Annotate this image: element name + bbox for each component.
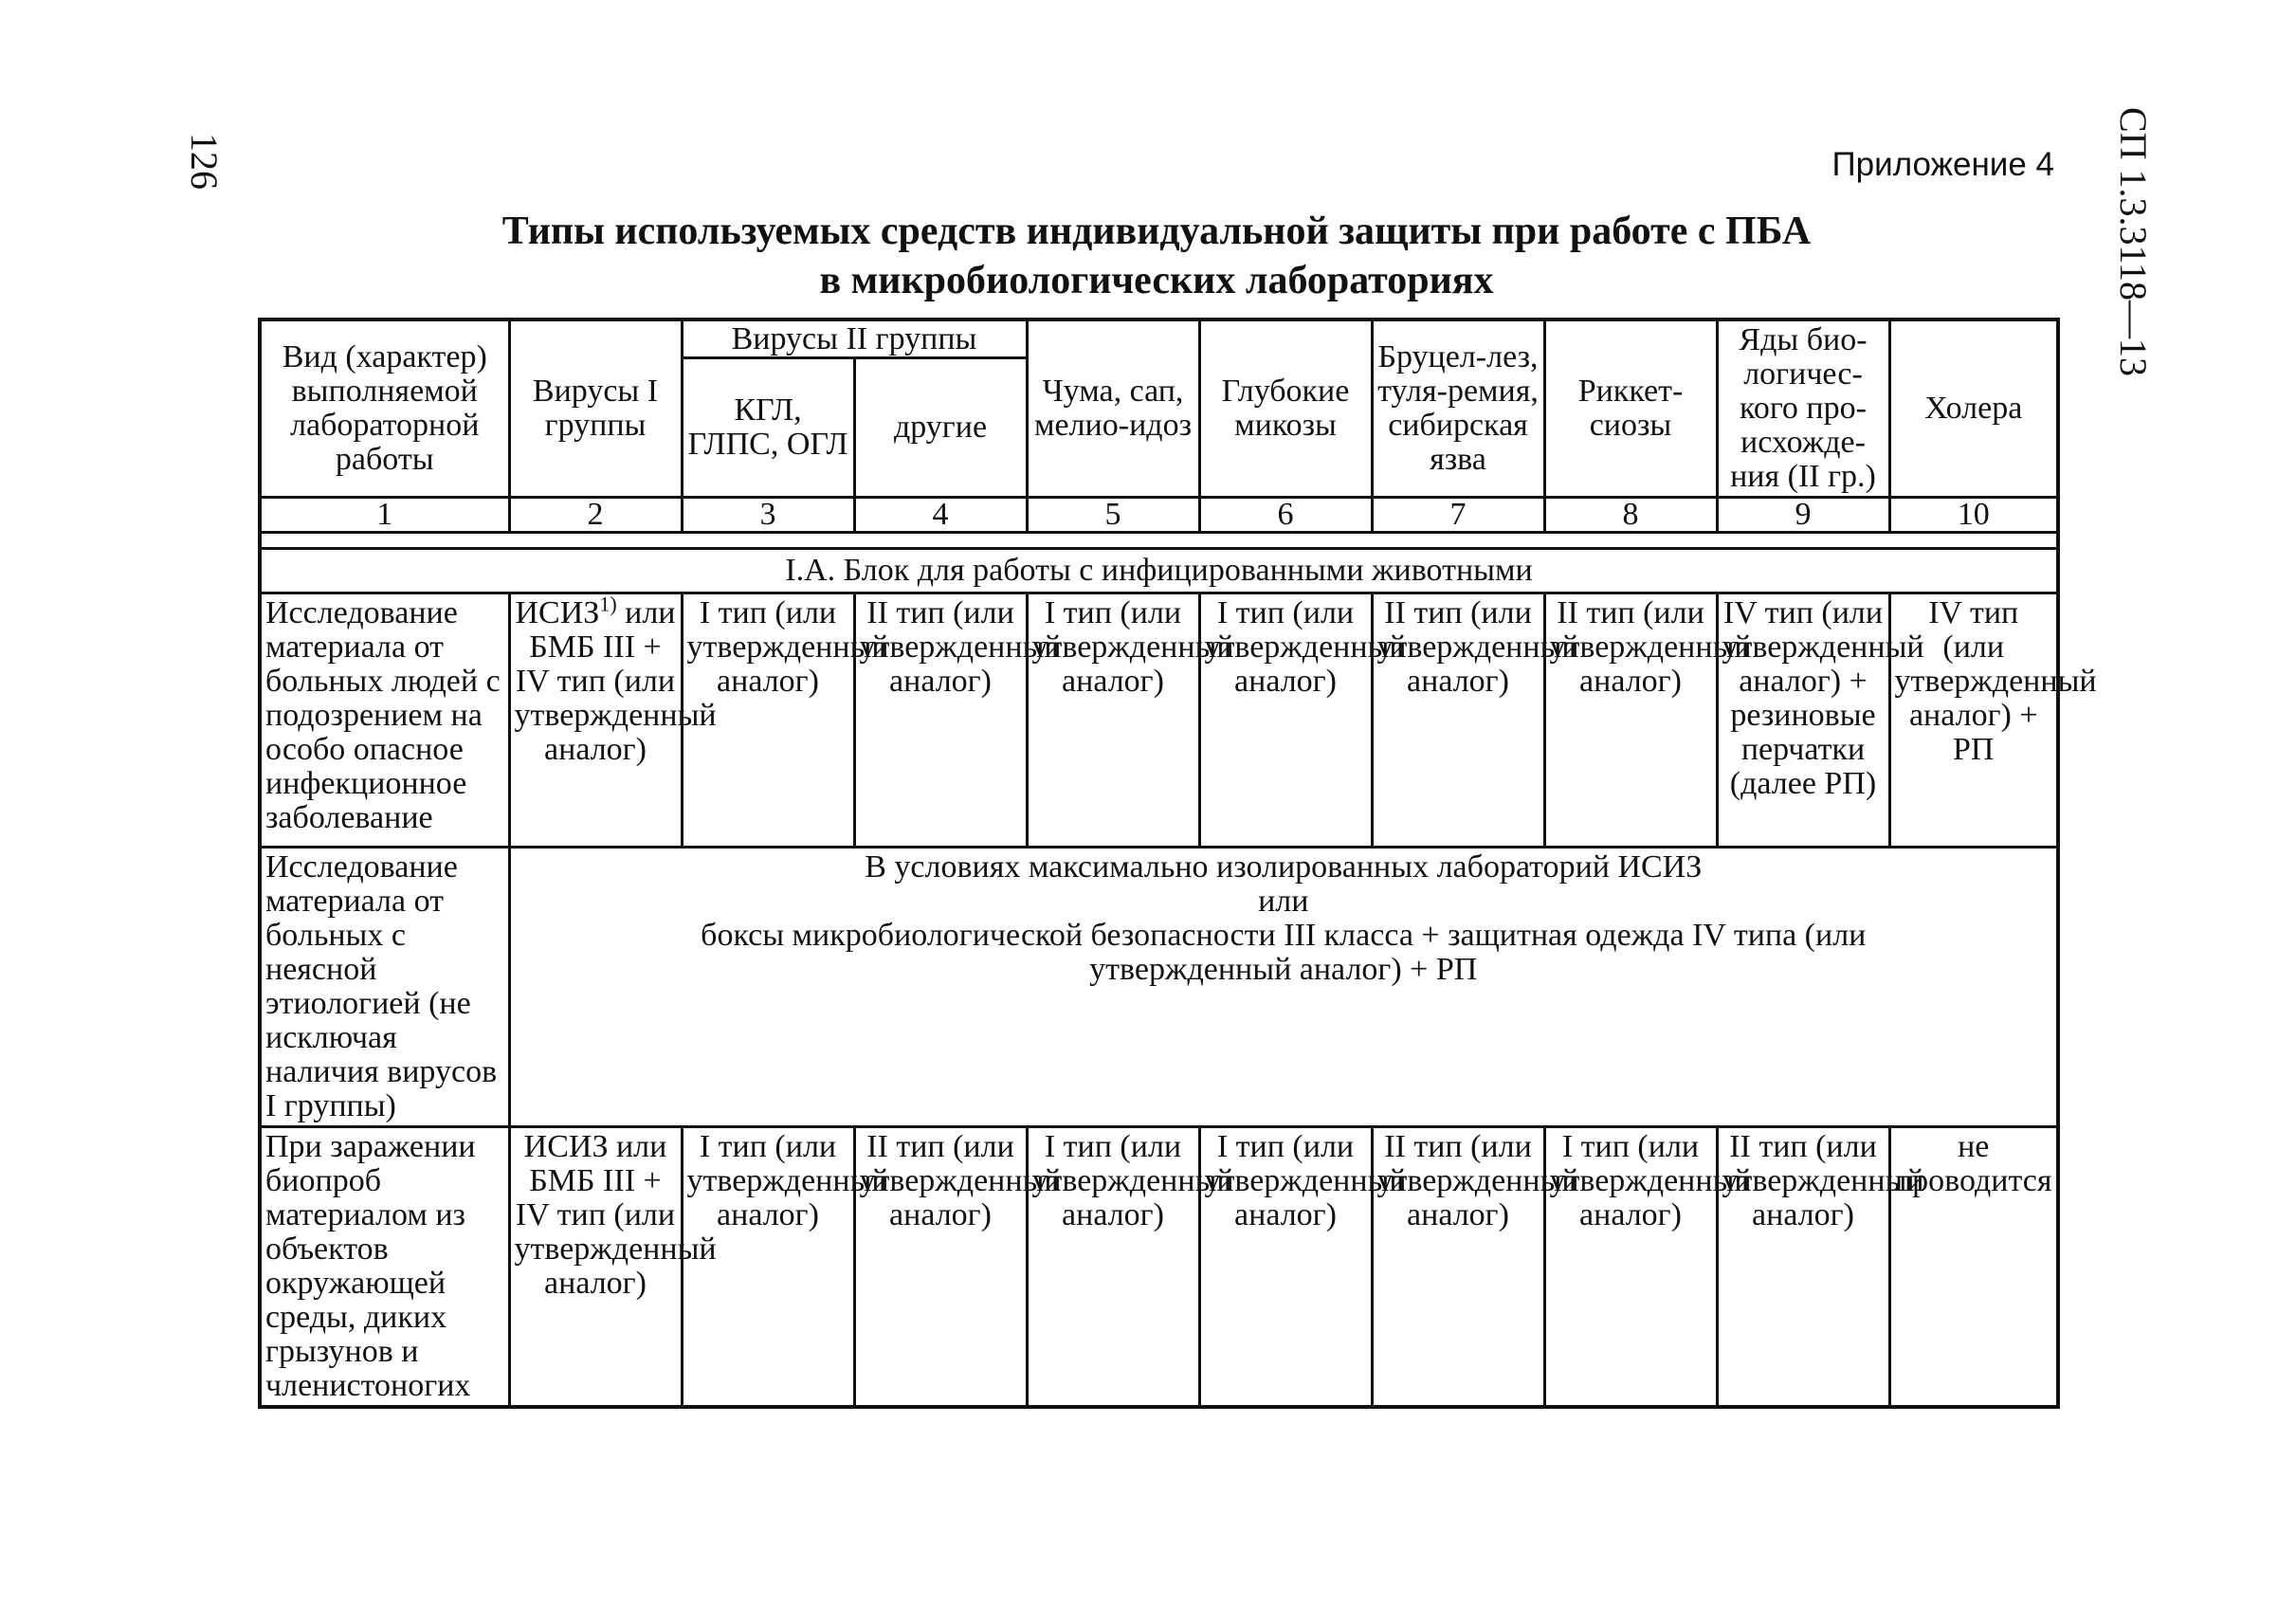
spacer-row: [260, 533, 2058, 549]
merged-cell: [509, 848, 2058, 1127]
header-rickettsioses: Риккет-сиозы: [1544, 319, 1717, 498]
footnote-mark: 1): [599, 592, 617, 616]
column-number: 7: [1372, 498, 1544, 533]
table-cell: IV тип (или утвержденный аналог) + резиновые перчатки (далее РП): [1717, 593, 1889, 848]
column-number: 2: [509, 498, 682, 533]
column-number: 6: [1199, 498, 1372, 533]
spacer-cell: [260, 533, 2058, 549]
block-title-row: [260, 549, 2058, 593]
cell-text: или БМБ III + IV тип (или утвержденный аналог): [514, 595, 717, 767]
table-cell: II тип (или утвержденный аналог): [1544, 593, 1717, 848]
table-cell: ИСИЗ или БМБ III + IV тип (или утвержденный аналог): [509, 1127, 682, 1408]
header-work-type: Вид (характер) выполняемой лабораторной работы: [260, 319, 509, 498]
header-mycoses: Глубокие микозы: [1199, 319, 1372, 498]
row-label: Исследование материала от больных людей с подозрением на особо опасное инфекционное заболевание: [260, 593, 509, 848]
merged-line: В условиях максимально изолированных лабораторий ИСИЗ: [865, 849, 1703, 885]
header-others: другие: [854, 358, 1027, 498]
document-code: СП 1.3.3118—13: [2112, 106, 2155, 377]
table-cell: [509, 592, 717, 848]
column-number: 10: [1889, 498, 2058, 533]
cell-text: ИСИЗ: [515, 595, 600, 630]
header-plague: Чума, сап, мелио-идоз: [1027, 319, 1199, 498]
table-cell: I тип (или утвержденный аналог): [682, 1127, 854, 1408]
row-label: Исследование материала от больных с неясной этиологией (не исключая наличия вирусов I группы): [260, 848, 509, 1127]
table-row: [260, 1127, 2058, 1408]
table-cell: II тип (или утвержденный аналог): [854, 593, 1027, 848]
header-brucellosis: Бруцел-лез, туля-ремия, сибирская язва: [1372, 319, 1544, 498]
table-cell: I тип (или утвержденный аналог): [1199, 1127, 1372, 1408]
table-cell: II тип (или утвержденный аналог): [854, 1127, 1027, 1408]
header-row-1: [260, 319, 2058, 358]
column-number: 3: [682, 498, 854, 533]
row-label: При заражении биопроб материалом из объектов окружающей среды, диких грызунов и членистоногих: [260, 1127, 509, 1408]
ppe-table: [258, 318, 2097, 1409]
table-cell: I тип (или утвержденный аналог): [1027, 593, 1199, 848]
table-cell: IV тип (или утвержденный аналог) + РП: [1889, 593, 2058, 848]
header-viruses-group-2: Вирусы II группы: [682, 319, 1027, 358]
column-number: 4: [854, 498, 1027, 533]
column-number: 8: [1544, 498, 1717, 533]
title-line-1: Типы используемых средств индивидуальной защиты при работе с ПБА: [501, 210, 1812, 253]
column-number: 1: [260, 498, 509, 533]
column-number: 9: [1717, 498, 1889, 533]
table-cell: I тип (или утвержденный аналог): [1027, 1127, 1199, 1408]
appendix-label: Приложение 4: [1831, 146, 2054, 183]
merged-line: боксы микробиологической безопасности III класса + защитная одежда IV типа (или утвержденный аналог) + РП: [701, 918, 1867, 987]
table-cell: I тип (или утвержденный аналог): [1199, 593, 1372, 848]
page-number: 126: [183, 133, 226, 190]
table-row: [260, 593, 2058, 848]
table-cell: не проводится: [1889, 1127, 2058, 1408]
table-cell: II тип (или утвержденный аналог): [1717, 1127, 1889, 1408]
table-cell: I тип (или утвержденный аналог): [1544, 1127, 1717, 1408]
block-title: I.А. Блок для работы с инфицированными животными: [260, 549, 2058, 593]
table-cell: II тип (или утвержденный аналог): [1372, 593, 1544, 848]
merged-line: или: [1258, 884, 1309, 919]
header-toxins: Яды био-логичес-кого про-исхожде-ния (II гр.): [1717, 319, 1889, 498]
title-line-2: в микробиологических лабораториях: [819, 259, 1494, 302]
page-title: [284, 207, 2029, 305]
header-viruses-group-1: Вирусы I группы: [509, 319, 682, 498]
table-cell: I тип (или утвержденный аналог): [682, 593, 854, 848]
table-cell: II тип (или утвержденный аналог): [1372, 1127, 1544, 1408]
column-number: 5: [1027, 498, 1199, 533]
table-row: [260, 848, 2058, 1127]
header-kgl: КГЛ, ГЛПС, ОГЛ: [682, 358, 854, 498]
column-numbers-row: [260, 498, 2058, 533]
header-cholera: Холера: [1889, 319, 2058, 498]
